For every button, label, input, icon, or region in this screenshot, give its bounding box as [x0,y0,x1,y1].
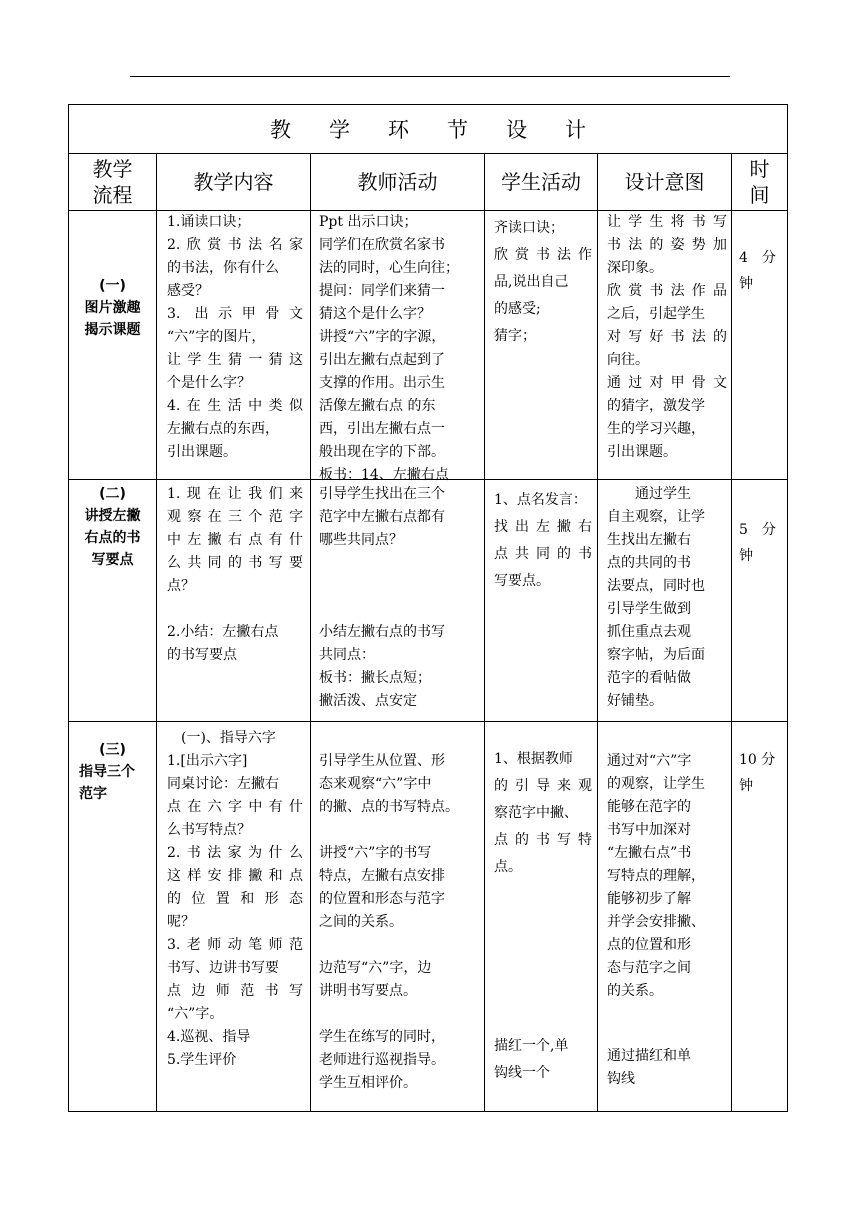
column-divider [156,153,157,1111]
row3-flow: (三) 指导三个 范字 [79,742,135,802]
row2-student: 1、点名发言： 找出左撇右 点共同的书 写要点。 [494,492,592,589]
row3-student: 1、根据教师 的引导来观 察范字中撇、 点的书写特 点。 [494,751,592,875]
table-title: 教学环节设计 [270,118,624,142]
row3-intent: 通过对“六”字 的观察，让学生 能够在范字的 书写中加深对 “左撇右点”书 写特点的理解， 能够初步了解 并学会安排撇、 点的位置和形 态与范字之间 的关系。 [607,753,705,999]
row1-flow: (一) 图片激趣 揭示课题 [84,278,141,338]
row2-time: 5 分 钟 [739,522,776,564]
column-divider [484,153,485,1111]
table-title-row [69,105,787,154]
column-divider [731,153,732,1111]
column-divider [310,153,311,1111]
row2-intent: 通过学生 自主观察，让学 生找出左撇右 点的共同的书 法要点，同时也 引导学生做到 抓住重点去观 察字帖，为后面 范字的看帖做 好铺垫。 [607,486,705,709]
row1-student: 齐读口诀； 欣赏书法作 品,说出自己 的感受; 猜字； [494,220,592,344]
row3-student-extra: 描红一个,单 钩线一个 [494,1038,569,1081]
row1-intent: 让学生将书写 书法的姿势加 深印象。 欣赏书法作品 之后，引起学生 对写好书法的 向往。 通过对甲骨文 的猜字，激发学 生的学习兴趣， 引出课题。 [607,214,727,460]
row1-teacher: Ppt 出示口诀； 同学们在欣赏名家书 法的同时，心生向往； 提问：同学们来猜一 猜这个是什么字？ 讲授“六”字的字源， 引出左撇右点起到了 支撑的作用。出示生 活像左撇右点 的东 西，引出左撇右点一 般出现在字的下部。 板书：14、左撇右点 [319,214,459,483]
row3-intent-extra: 通过描红和单 钩线 [607,1048,691,1087]
row3-teacher: 引导学生从位置、形 态来观察“六”字中 的撇、点的书写特点。 讲授“六”字的书写 特点，左撇右点安排 的位置和形态与范字 之间的关系。 边范写“六”字，边 讲明书写要点。 学生在练写的同时， 老师进行巡视指导。 学生互相评价。 [319,753,459,1091]
row2-flow: (二) 讲授左撇 右点的书 写要点 [84,486,141,568]
column-divider [597,153,598,1111]
row3-time: 10 分 钟 [739,752,776,794]
header-content: 教学内容 [193,169,274,194]
row2-teacher: 引导学生找出在三个 范字中左撇右点都有 哪些共同点？ 小结左撇右点的书写 共同点： 板书：撇长点短； 撇活泼、点安定 [319,486,445,709]
header-flow: 教学 流程 [92,156,133,207]
row-divider [69,721,787,722]
header-time: 时 间 [749,156,770,207]
row1-time: 4 分 钟 [739,250,776,292]
row3-content: (一)、指导六字 1.[出示六字] 同桌讨论：左撇右 点在六字中有什 么书写特点？ 2.书法家为什么 这样安排撇和点 的位置和形态 呢？ 3.老师动笔师范 书写、边讲书写要 点边师范书写 “六”字。 4.巡视、指导 5.学生评价 [167,730,303,1068]
header-intent: 设计意图 [624,169,705,194]
lesson-design-table [68,104,788,1112]
row2-content: 1.现在让我们来 观察在三个范字 中左撇右点有什 么共同的书写要 点？ 2.小结：左撇右点 的书写要点 [167,486,303,663]
header-rule [130,76,730,77]
header-teacher: 教师活动 [357,169,438,194]
row1-content: 1.诵读口诀； 2.欣赏书法名家 的书法，你有什么 感受？ 3. 出示甲骨文 “六”字的图片， 让学生猜一猜这 个是什么字？ 4.在生活中类似 左撇右点的东西， 引出课题。 [167,214,303,460]
header-student: 学生活动 [501,169,581,194]
